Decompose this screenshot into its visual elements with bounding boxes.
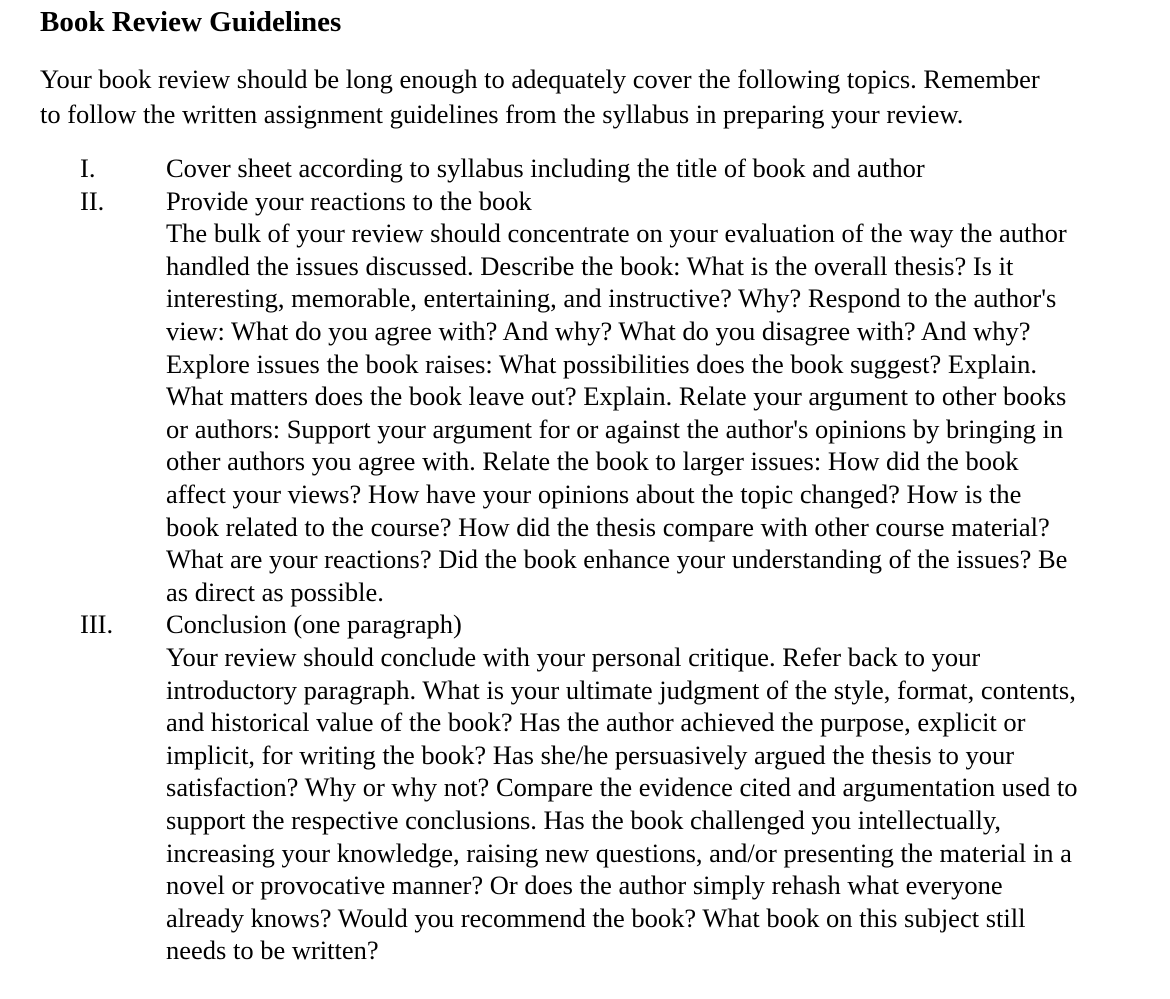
section-body-line: increasing your knowledge, raising new questions, and/or presenting the material in a <box>166 837 1072 868</box>
page-title: Book Review Guidelines <box>40 6 342 38</box>
intro-line: to follow the written assignment guidelines from the syllabus in preparing your review. <box>40 99 964 129</box>
intro-paragraph <box>40 62 1150 132</box>
section-numeral: I. <box>80 153 96 183</box>
section-numeral: II. <box>80 185 105 216</box>
section-body-line: needs to be written? <box>166 935 379 966</box>
section-heading: Conclusion (one paragraph) <box>166 609 462 640</box>
section-body-line: Your review should conclude with your personal critique. Refer back to your <box>166 642 981 672</box>
section-heading: Provide your reactions to the book <box>166 185 532 216</box>
section-body-line: other authors you agree with. Relate the book to larger issues: How did the book <box>166 446 1019 477</box>
section-body-line: handled the issues discussed. Describe the book: What is the overall thesis? Is it <box>166 250 1014 281</box>
section-body-line: view: What do you agree with? And why? What do you disagree with? And why? <box>166 316 1031 346</box>
section-body-line: interesting, memorable, entertaining, and instructive? Why? Respond to the author's <box>166 283 1057 314</box>
section-body-line: satisfaction? Why or why not? Compare the evidence cited and argumentation used to <box>166 772 1078 803</box>
section-body-line: or authors: Support your argument for or against the author's opinions by bringing in <box>166 413 1064 444</box>
section-body-line: affect your views? How have your opinions about the topic changed? How is the <box>166 479 1022 509</box>
section-body-line: implicit, for writing the book? Has she/he persuasively argued the thesis to your <box>166 739 1015 770</box>
section-body-line: book related to the course? How did the thesis compare with other course material? <box>166 511 1050 542</box>
section-body-line: introductory paragraph. What is your ultimate judgment of the style, format, contents, <box>166 674 1076 705</box>
section-body-line: novel or provocative manner? Or does the author simply rehash what everyone <box>166 870 1003 901</box>
intro-line: Your book review should be long enough to adequately cover the following topics. Remember <box>40 64 1040 94</box>
section-body-line: The bulk of your review should concentrate on your evaluation of the way the author <box>166 218 1067 249</box>
section-body-line: Explore issues the book raises: What possibilities does the book suggest? Explain. <box>166 348 1037 379</box>
section-body-line: What matters does the book leave out? Explain. Relate your argument to other books <box>166 381 1067 412</box>
section-body-line: already knows? Would you recommend the book? What book on this subject still <box>166 902 1026 933</box>
section-numeral: III. <box>80 609 114 640</box>
section-body-line: as direct as possible. <box>166 576 384 607</box>
section-heading: Cover sheet according to syllabus including the title of book and author <box>166 153 925 183</box>
section-body-line: support the respective conclusions. Has the book challenged you intellectually, <box>166 805 1002 835</box>
section-body-line: What are your reactions? Did the book enhance your understanding of the issues? Be <box>166 544 1068 575</box>
section-body-line: and historical value of the book? Has the author achieved the purpose, explicit or <box>166 707 1026 738</box>
